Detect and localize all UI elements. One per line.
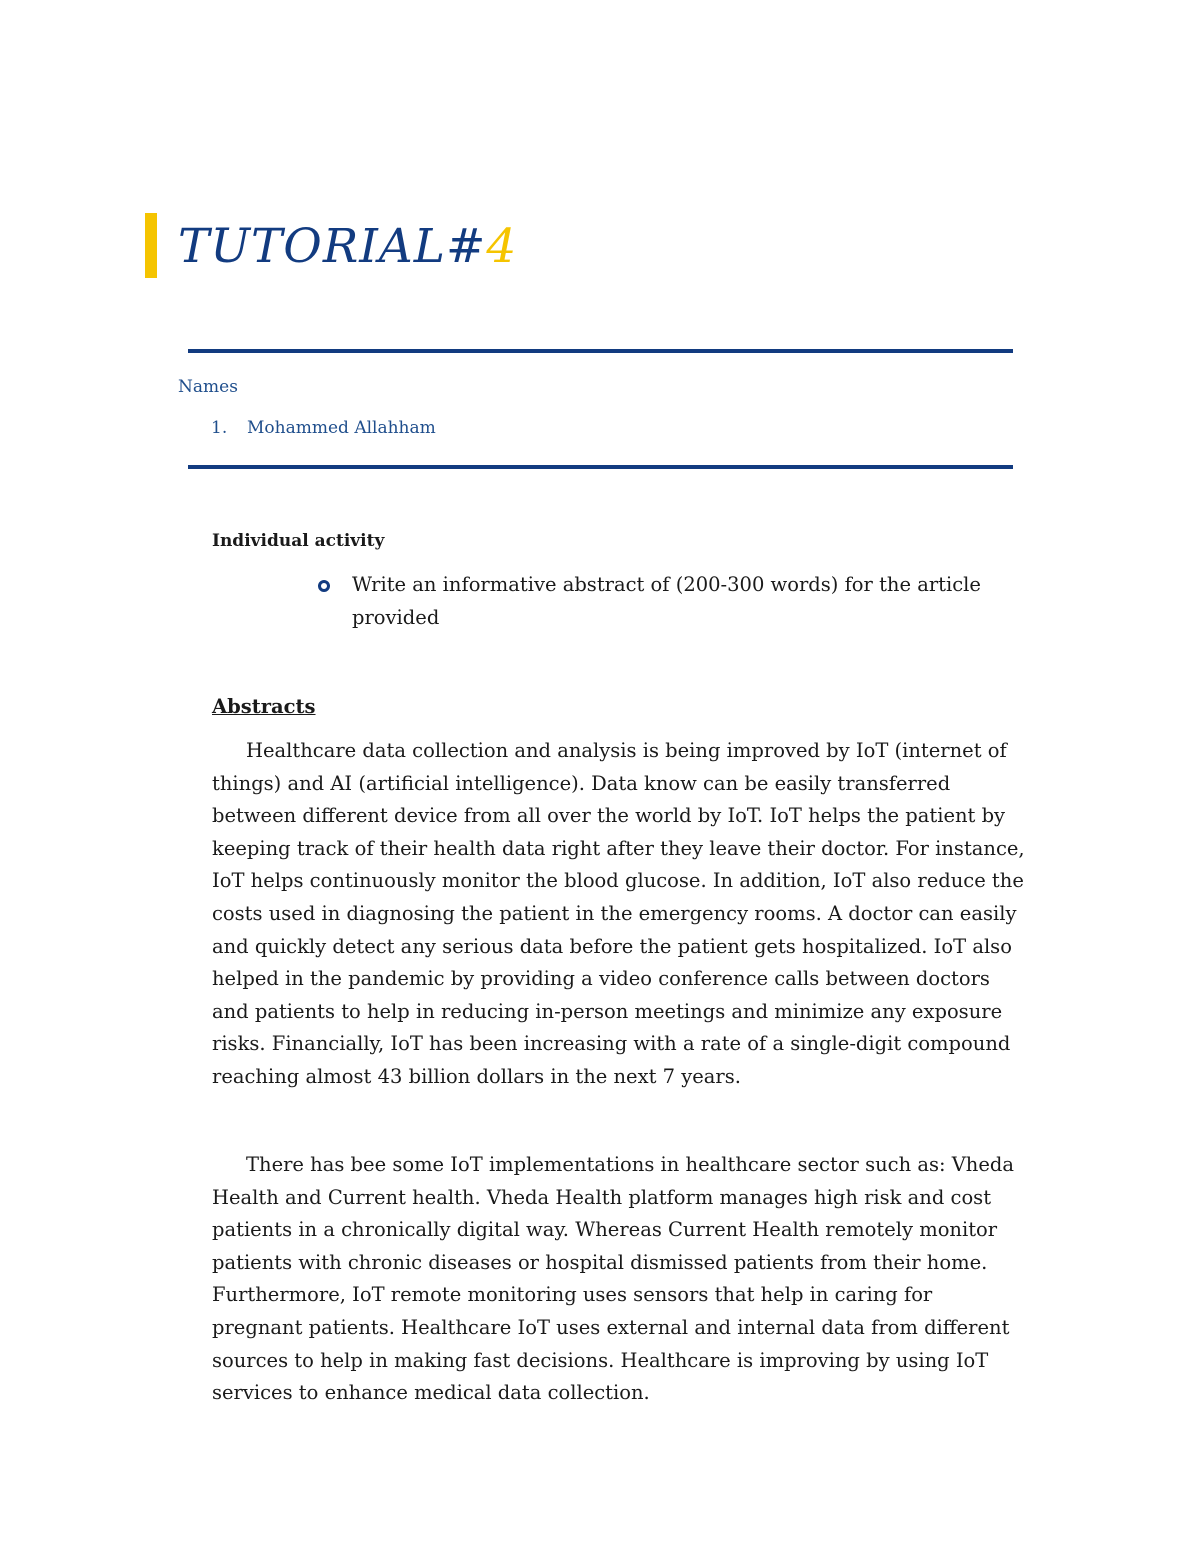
task-text: Write an informative abstract of (200-300 words) for the article provided <box>352 573 981 629</box>
list-item-name: Mohammed Allahham <box>247 418 436 438</box>
abstracts-heading: Abstracts <box>212 695 316 718</box>
list-item <box>211 415 436 441</box>
names-label: Names <box>178 377 238 397</box>
circle-bullet-icon <box>318 580 330 592</box>
title-accent-bar <box>145 213 157 278</box>
title-text: TUTORIAL# <box>178 219 487 274</box>
title-number: 4 <box>486 219 518 274</box>
abstract-paragraph-1: Healthcare data collection and analysis is being improved by IoT (internet of things) and AI (artificial intelligence). Data know can be easily transferred between different device from all over the world by IoT. IoT helps the patient by keeping track of their health data right after they leave their doctor. For instance, IoT helps continuously monitor the blood glucose. In addition, IoT also reduce the costs used in diagnosing the patient in the emergency rooms. A doctor can easily and quickly detect any serious data before the patient gets hospitalized. IoT also helped in the pandemic by providing a video conference calls between doctors and patients to help in reducing in-person meetings and minimize any exposure risks. Financially, IoT has been increasing with a rate of a single-digit compound reaching almost 43 billion dollars in the next 7 years. <box>212 739 1025 1088</box>
abstract-paragraph-2: There has bee some IoT implementations in healthcare sector such as: Vheda Health and Current health. Vheda Health platform manages high risk and cost patients in a chronically digital way. Whereas Current Health remotely monitor patients with chronic diseases or hospital dismissed patients from their home. Furthermore, IoT remote monitoring uses sensors that help in caring for pregnant patients. Healthcare IoT uses external and internal data from different sources to help in making fast decisions. Healthcare is improving by using IoT services to enhance medical data collection. <box>212 1153 1015 1405</box>
names-list <box>211 415 436 441</box>
list-item-index: 1. <box>211 418 228 438</box>
activity-heading: Individual activity <box>212 531 385 551</box>
page-title <box>178 214 517 280</box>
top-divider <box>188 349 1013 353</box>
bottom-divider <box>188 465 1013 469</box>
